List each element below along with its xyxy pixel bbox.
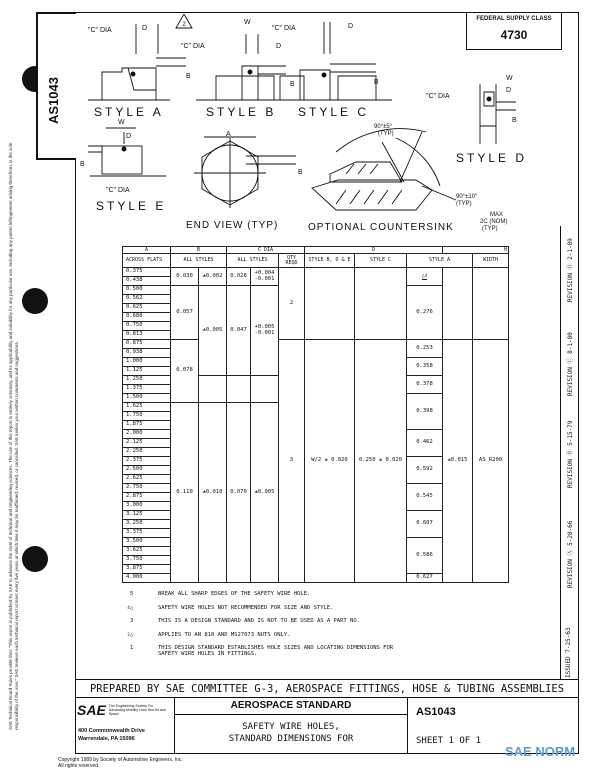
table-body	[123, 268, 509, 583]
col-c-header: C DIA	[227, 247, 305, 254]
b-label: B	[374, 79, 379, 86]
aerospace-standard-heading: AEROSPACE STANDARD	[175, 698, 407, 715]
b-label: B	[512, 117, 517, 124]
across-flats-value: 3.625	[123, 547, 171, 556]
note-text-line: THIS IS A DESIGN STANDARD AND IS NOT TO BE USED AS A PART NO.	[158, 618, 360, 624]
c-value: 0.028	[227, 268, 251, 286]
across-flats-value: 0.562	[123, 295, 171, 304]
b-value: 0.030	[171, 268, 199, 286]
across-flats-value: 0.688	[123, 313, 171, 322]
col-b-header: B	[171, 247, 227, 254]
angle2-typ-label: (TYP)	[456, 201, 472, 207]
note-number	[128, 619, 158, 625]
across-flats-value: 3.750	[123, 556, 171, 565]
tolerance-line: +0.004	[254, 270, 275, 276]
across-flats-value: 2.375	[123, 457, 171, 466]
copyright	[58, 757, 183, 769]
note-text	[158, 646, 393, 657]
across-flats-value: 1.500	[123, 394, 171, 403]
note-number: 3	[130, 618, 134, 624]
countersink-label: OPTIONAL COUNTERSINK	[308, 222, 454, 233]
b-all-styles-header: ALL STYLES	[171, 254, 227, 268]
sae-tagline: The Engineering Society For Advancing Mobility Land Sea Air and Space	[108, 704, 166, 716]
b-tolerance	[199, 376, 227, 403]
d-style-a: 0.398	[407, 394, 443, 430]
c-tolerance	[251, 376, 279, 403]
style-c-drawing	[272, 22, 392, 119]
doc-number-tab-label: AS1043	[46, 77, 61, 124]
note-triangle-icon: △4	[127, 604, 134, 611]
d-style-a: 0.358	[407, 358, 443, 376]
angle1-typ-label: (TYP)	[378, 131, 394, 137]
countersink-drawing	[308, 124, 507, 233]
doc-title-line-2: STANDARD DIMENSIONS FOR	[228, 734, 354, 744]
across-flats-value: 0.625	[123, 304, 171, 313]
col-d-header: D	[305, 247, 443, 254]
across-flats-value: 3.875	[123, 565, 171, 574]
d-style-a: 0.378	[407, 376, 443, 394]
across-flats-value: 2.750	[123, 484, 171, 493]
across-flats-value: 3.250	[123, 520, 171, 529]
across-flats-value: 1.125	[123, 367, 171, 376]
d-style-a: 0.253	[407, 340, 443, 358]
angle1-label: 90°±5°	[374, 124, 393, 130]
across-flats-value: 2.625	[123, 475, 171, 484]
sae-logo: SAE	[77, 702, 106, 718]
style-e-label: STYLE E	[96, 199, 167, 213]
revision-strip	[560, 226, 579, 680]
c-dia-label: "C" DIA	[181, 43, 205, 50]
across-flats-value: 0.938	[123, 349, 171, 358]
note-item	[128, 619, 393, 625]
revision-b: REVISION Ⓑ 5-15-79	[567, 420, 574, 488]
style-a-label: STYLE A	[94, 105, 164, 119]
b-label: B	[298, 169, 303, 176]
b-tolerance: ±0.005	[199, 286, 227, 376]
note-text	[158, 592, 310, 598]
w-label: W	[118, 119, 125, 126]
col-a-header: A	[123, 247, 171, 254]
across-flats-value: 2.125	[123, 439, 171, 448]
end-view-label: END VIEW (TYP)	[186, 220, 279, 231]
title-block-center	[175, 698, 408, 754]
across-flats-value: 3.000	[123, 502, 171, 511]
width-header: WIDTH	[473, 254, 509, 268]
fsc-label: FEDERAL SUPPLY CLASS	[476, 16, 552, 22]
revision-c: REVISION Ⓒ 8-1-80	[567, 332, 574, 396]
note-text	[158, 633, 290, 639]
style-e-drawing	[80, 119, 166, 213]
across-flats-value: 1.250	[123, 376, 171, 385]
c-tolerance	[251, 286, 279, 376]
note-triangle-icon: △2	[127, 631, 134, 638]
doc-title-line-1: SAFETY WIRE HOLES,	[242, 722, 340, 732]
across-flats-header: ACROSS FLATS	[123, 254, 171, 268]
note-number	[128, 646, 158, 657]
dimensions-table	[122, 246, 509, 583]
max-label: MAX	[490, 212, 504, 218]
doc-number-tab	[36, 12, 76, 160]
across-flats-value: 0.438	[123, 277, 171, 286]
h-width	[473, 268, 509, 340]
across-flats-value: 0.875	[123, 340, 171, 349]
across-flats-value: 1.625	[123, 403, 171, 412]
across-flats-value: 2.500	[123, 466, 171, 475]
d-style-a: 0.627	[407, 574, 443, 583]
note-ref-2: 2	[182, 22, 186, 28]
d-style-c: 0.250 ± 0.020	[355, 340, 407, 583]
h-width: AS R200	[473, 340, 509, 583]
note-number	[128, 592, 158, 598]
fsc-value: 4730	[500, 28, 528, 42]
b-label: B	[186, 73, 191, 80]
c-all-styles-header: ALL STYLES	[227, 254, 279, 268]
across-flats-value: 2.875	[123, 493, 171, 502]
tolerance-line: -0.001	[254, 329, 275, 336]
b-tolerance: ±0.010	[199, 403, 227, 583]
punch-hole	[22, 288, 48, 314]
d-style-a: 0.545	[407, 484, 443, 511]
across-flats-value: 0.750	[123, 322, 171, 331]
across-flats-value: 4.000	[123, 574, 171, 583]
across-flats-value: 2.000	[123, 430, 171, 439]
d-label: D	[276, 43, 282, 50]
tolerance-line: +0.005	[254, 324, 275, 330]
revision-issued: ISSUED 7-25-63	[565, 627, 572, 678]
d-label: D	[506, 87, 512, 94]
across-flats-value: 3.375	[123, 529, 171, 538]
across-flats-value: 1.750	[123, 412, 171, 421]
end-view-drawing	[186, 131, 303, 231]
style-d-label: STYLE D	[456, 151, 528, 165]
style-bde-header: STYLE B, D & E	[305, 254, 355, 268]
a-label: A	[226, 131, 231, 138]
d-style-a-tolerance	[443, 268, 473, 340]
tolerance-line: -0.001	[254, 275, 275, 282]
sae-norm-watermark: SAE NORM	[505, 744, 576, 759]
note-number: 1	[130, 645, 134, 651]
d-style-a: 0.607	[407, 511, 443, 538]
style-a-drawing	[88, 14, 192, 119]
b-label: B	[290, 81, 295, 88]
c-dia-label: "C" DIA	[426, 93, 450, 100]
d-style-a: 0.276	[407, 286, 443, 340]
c-dia-label: "C" DIA	[106, 187, 130, 194]
b-label: B	[80, 161, 85, 168]
c-tolerance: ±0.005	[251, 403, 279, 583]
style-drawings	[76, 14, 556, 236]
note-text	[158, 606, 334, 612]
d-style-c	[355, 268, 407, 340]
note-text-line: THIS DESIGN STANDARD ESTABLISHES HOLE SIZES AND LOCATING DIMENSIONS FOR	[158, 645, 394, 651]
d-style-a: 0.592	[407, 457, 443, 484]
across-flats-value: 0.500	[123, 286, 171, 295]
sheet-number: SHEET 1 OF 1	[416, 736, 482, 746]
style-b-drawing	[181, 19, 328, 119]
b-value: 0.078	[171, 340, 199, 403]
table-row	[123, 340, 509, 349]
w-label: W	[506, 75, 513, 82]
doc-number: AS1043	[416, 706, 456, 718]
address-line-1: 400 Commonwealth Drive	[78, 728, 145, 734]
disclaimer-text: SAE Technical Board Rules provide that: "This report is published by SAE to advance the state of technical and engineering sciences. The use of this report is entirely voluntary, and its applicability and suitability for any particular use, including any patent infringement arising therefrom, is the sole responsibility of the user." SAE reviews each technical report at least every five years at which time it may be reaffirmed, revised, or cancelled. SAE invites your written comments and suggestions.	[8, 142, 19, 730]
sae-logo-block	[75, 698, 175, 754]
note-text-line: APPLIES TO AN 818 AND MS27073 NUTS ONLY.	[158, 631, 291, 638]
d-style-bde: W/2 ± 0.020	[305, 340, 355, 583]
note-text-line: SAFETY WIRE HOLES IN FITTINGS.	[158, 650, 258, 657]
style-a-header: STYLE A	[407, 254, 473, 268]
across-flats-value: 2.250	[123, 448, 171, 457]
note-item	[128, 633, 393, 639]
note-number: 5	[130, 591, 134, 597]
c-dia-label: "C" DIA	[88, 27, 112, 34]
copyright-line-1: Copyright 1989 by Society of Automotive Engineers, Inc.	[58, 757, 183, 763]
d-style-a-tolerance: ±0.015	[443, 340, 473, 583]
b-value: 0.057	[171, 286, 199, 340]
note-number: 4	[127, 604, 130, 610]
c-dia-label: "C" DIA	[272, 25, 296, 32]
across-flats-value: 1.875	[123, 421, 171, 430]
across-flats-value: 1.375	[123, 385, 171, 394]
note-text-line: SAFETY WIRE HOLES NOT RECOMMENDED FOR SIZE AND STYLE.	[158, 604, 334, 611]
across-flats-value: 3.125	[123, 511, 171, 520]
note-4-ref: 4	[424, 272, 428, 278]
d-label: D	[348, 23, 354, 30]
style-b-label: STYLE B	[206, 105, 277, 119]
b-tolerance: ±0.002	[199, 268, 227, 286]
revision-d: REVISION Ⓓ 2-1-89	[567, 238, 574, 302]
note-item	[128, 606, 393, 612]
c-value	[227, 376, 251, 403]
c-tolerance	[251, 268, 279, 286]
style-d-drawing	[426, 75, 527, 165]
punch-hole	[22, 546, 48, 572]
address-line-2: Warrendale, PA 15096	[78, 736, 135, 742]
qty-header: QTY REQD	[279, 254, 305, 268]
notes	[128, 592, 393, 665]
qty-value: 3	[279, 340, 305, 583]
note-4-triangle-icon: △4	[421, 272, 428, 279]
across-flats-value: 0.375	[123, 268, 171, 277]
qty-value: 2	[279, 268, 305, 340]
angle2-label: 90°±10°	[456, 194, 478, 200]
note-text	[158, 619, 360, 625]
style-c-label: STYLE C	[298, 105, 370, 119]
disclaimer-side-text	[8, 140, 20, 740]
across-flats-value: 1.000	[123, 358, 171, 367]
col-h-header: H	[443, 247, 509, 254]
across-flats-value: 0.813	[123, 331, 171, 340]
d-style-a	[407, 268, 443, 286]
revision-a: REVISION Ⓐ 5-20-66	[567, 520, 574, 588]
d-style-bde	[305, 268, 355, 340]
copyright-line-2: All rights reserved.	[58, 763, 100, 769]
style-c-header: STYLE C	[355, 254, 407, 268]
d-label: D	[126, 133, 132, 140]
note-number: 2	[127, 631, 130, 637]
across-flats-value: 3.500	[123, 538, 171, 547]
table-row	[123, 268, 509, 277]
w-label: W	[244, 19, 251, 26]
note-item	[128, 592, 393, 598]
b-value: 0.110	[171, 403, 199, 583]
d-style-a: 0.462	[407, 430, 443, 457]
prepared-by-banner: PREPARED BY SAE COMMITTEE G-3, AEROSPACE FITTINGS, HOSE & TUBING ASSEMBLIES	[75, 679, 579, 698]
d-label: D	[142, 25, 148, 32]
d-style-a: 0.586	[407, 538, 443, 574]
c-value: 0.070	[227, 403, 251, 583]
typ-label: (TYP)	[482, 226, 498, 232]
note-text-line: BREAK ALL SHARP EDGES OF THE SAFETY WIRE HOLE.	[158, 591, 311, 597]
two-c-label: 2C (NOM)	[480, 219, 508, 225]
c-value: 0.047	[227, 286, 251, 376]
note-item	[128, 646, 393, 657]
